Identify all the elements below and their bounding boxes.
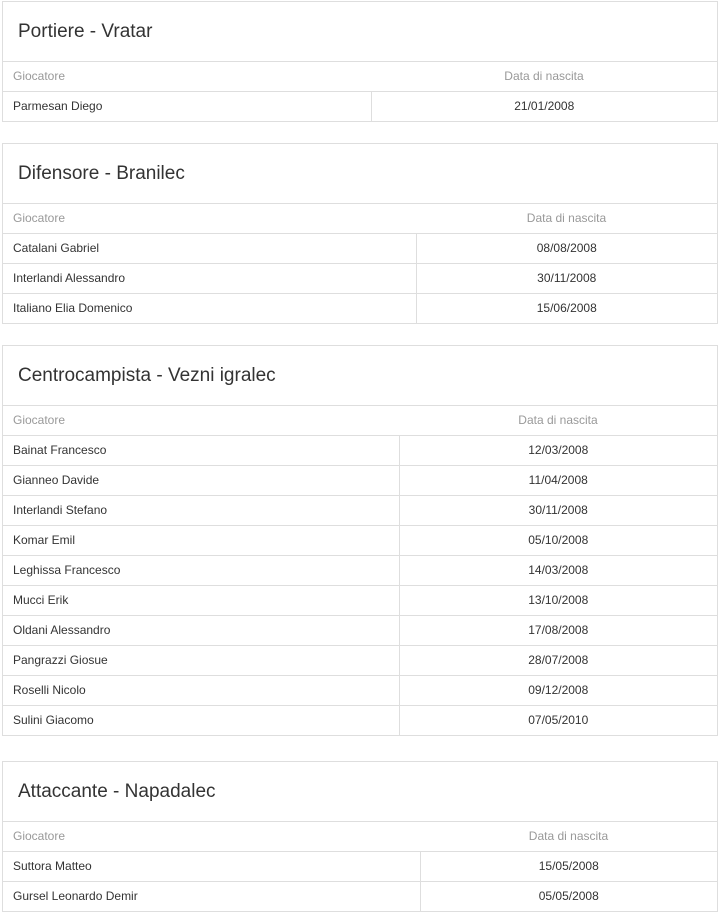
section-title: Centrocampista - Vezni igralec xyxy=(3,346,717,406)
player-name: Parmesan Diego xyxy=(3,91,371,121)
table-row xyxy=(3,555,717,585)
player-birth-date: 28/07/2008 xyxy=(399,645,717,675)
player-birth-date: 05/05/2008 xyxy=(538,889,599,904)
column-header-birth-date: Data di nascita xyxy=(399,406,717,435)
player-name: Leghissa Francesco xyxy=(3,555,399,585)
column-header-player: Giocatore xyxy=(3,406,399,435)
section-title: Difensore - Branilec xyxy=(3,144,717,204)
column-header-birth-date: Data di nascita xyxy=(420,822,717,851)
table-row xyxy=(3,881,717,911)
player-birth-date: 15/05/2008 xyxy=(420,851,717,881)
player-name: Pangrazzi Giosue xyxy=(3,645,399,675)
column-header-player: Giocatore xyxy=(3,204,416,233)
player-name: Interlandi Stefano xyxy=(3,495,399,525)
player-name: Gianneo Davide xyxy=(3,465,399,495)
roster-section-goalkeeper xyxy=(2,1,718,122)
player-birth-date: 07/05/2010 xyxy=(528,713,589,728)
player-name: Komar Emil xyxy=(3,525,399,555)
players-table xyxy=(3,822,717,911)
player-birth-date: 13/10/2008 xyxy=(399,585,717,615)
player-birth-date: 21/01/2008 xyxy=(514,99,575,114)
column-header-player: Giocatore xyxy=(3,822,420,851)
table-row xyxy=(3,495,717,525)
table-row xyxy=(3,705,717,735)
table-row xyxy=(3,465,717,495)
table-row xyxy=(3,293,717,323)
player-name: Sulini Giacomo xyxy=(3,705,399,735)
player-birth-date: 15/06/2008 xyxy=(536,301,597,316)
player-name: Gursel Leonardo Demir xyxy=(3,881,420,911)
player-name: Suttora Matteo xyxy=(3,851,420,881)
player-name: Bainat Francesco xyxy=(3,435,399,465)
player-name: Mucci Erik xyxy=(3,585,399,615)
players-table xyxy=(3,204,717,323)
player-birth-date: 12/03/2008 xyxy=(399,435,717,465)
table-row xyxy=(3,263,717,293)
section-title: Portiere - Vratar xyxy=(3,2,717,62)
table-row xyxy=(3,645,717,675)
player-name: Oldani Alessandro xyxy=(3,615,399,645)
column-header-player: Giocatore xyxy=(3,62,371,91)
player-name: Roselli Nicolo xyxy=(3,675,399,705)
player-birth-date: 30/11/2008 xyxy=(399,495,717,525)
table-row xyxy=(3,615,717,645)
player-name: Interlandi Alessandro xyxy=(3,263,416,293)
player-birth-date: 14/03/2008 xyxy=(399,555,717,585)
players-table xyxy=(3,62,717,121)
player-birth-date: 17/08/2008 xyxy=(399,615,717,645)
column-header-birth-date: Data di nascita xyxy=(371,62,717,91)
player-birth-date: 08/08/2008 xyxy=(416,233,717,263)
table-row xyxy=(3,851,717,881)
player-name: Catalani Gabriel xyxy=(3,233,416,263)
table-row xyxy=(3,91,717,121)
roster-section-defender xyxy=(2,143,718,324)
player-birth-date: 30/11/2008 xyxy=(416,263,717,293)
player-birth-date: 11/04/2008 xyxy=(399,465,717,495)
player-name: Italiano Elia Domenico xyxy=(3,293,416,323)
section-title: Attaccante - Napadalec xyxy=(3,762,717,822)
player-birth-date: 05/10/2008 xyxy=(399,525,717,555)
table-row xyxy=(3,233,717,263)
roster-section-forward xyxy=(2,761,718,912)
table-row xyxy=(3,525,717,555)
table-row xyxy=(3,585,717,615)
roster-section-midfielder xyxy=(2,345,718,736)
players-table xyxy=(3,406,717,735)
column-header-birth-date: Data di nascita xyxy=(416,204,717,233)
player-birth-date: 09/12/2008 xyxy=(399,675,717,705)
table-row xyxy=(3,435,717,465)
table-row xyxy=(3,675,717,705)
